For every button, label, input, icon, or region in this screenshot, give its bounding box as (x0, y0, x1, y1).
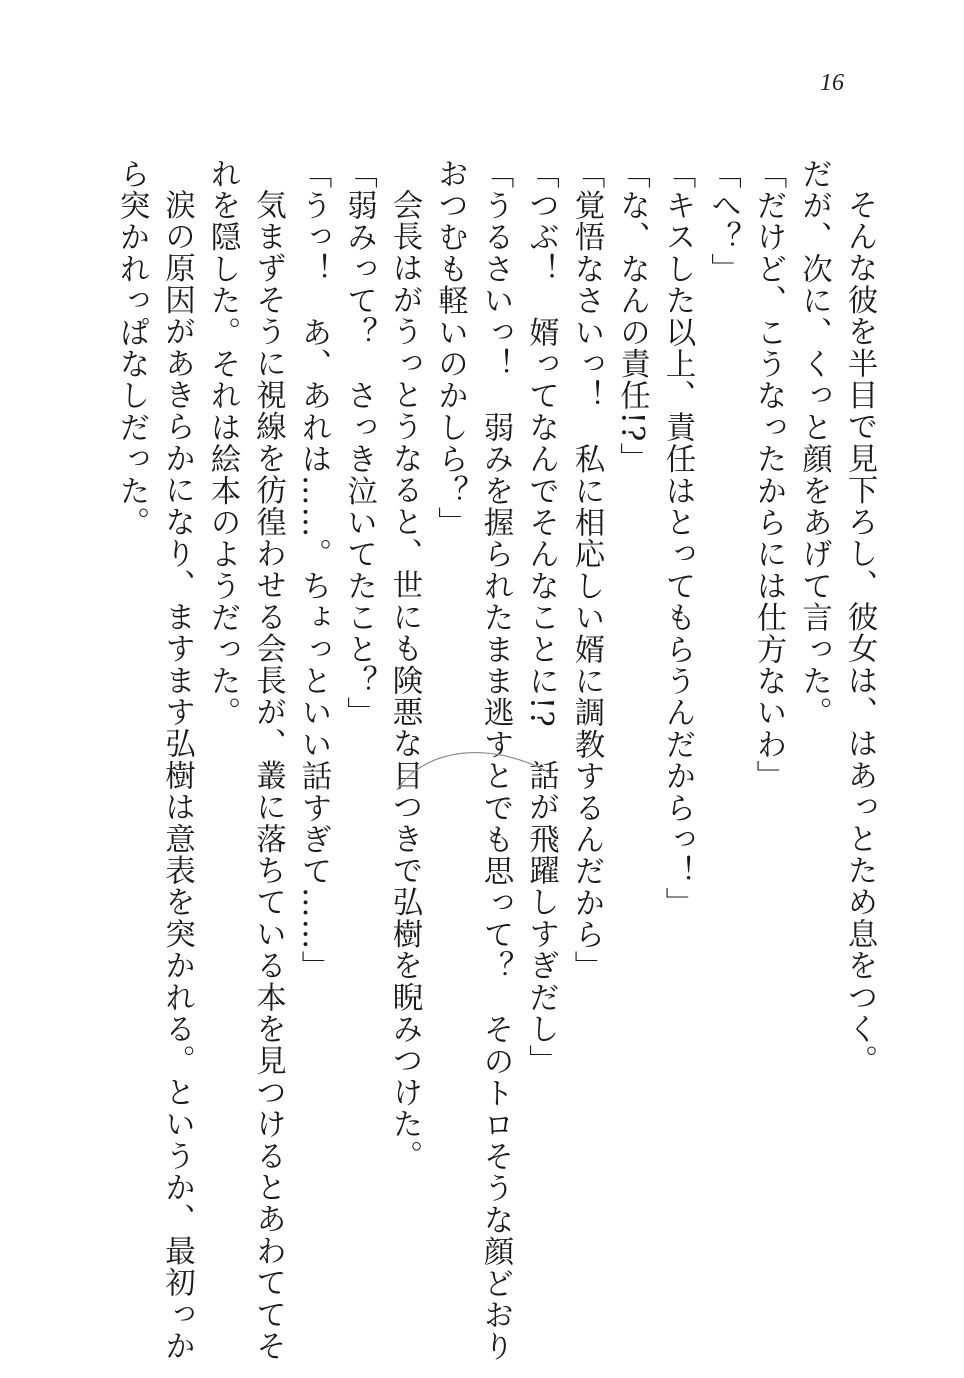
text-line: おつむも軽いのかしら？」 (432, 158, 468, 539)
text-line: そんな彼を半目で見下ろし、彼女は、はあっとため息をつく。 (842, 188, 877, 1077)
vertical-text-body (114, 158, 882, 1363)
text-line: 「うっ！ あ、あれは……。ちょっといい話すぎて……」 (296, 158, 331, 983)
text-line: 涙の原因があきらかになり、ますます弘樹は意表を突かれる。というか、最初っか (159, 188, 195, 1362)
text-line: 「うるさいっ！ 弱みを握られたまま逃すとでも思って？ そのトロそうな顔どおり (478, 158, 513, 1363)
pencil-stroke-mark (395, 738, 555, 798)
text-line: 「へ？」 (705, 158, 741, 285)
text-line: 「だけど、こうなったからには仕方ないわ」 (751, 158, 786, 792)
text-line: 「キスした以上、責任はとってもらうんだからっ！」 (660, 158, 695, 919)
text-line: 「弱みって？ さっき泣いてたこと？」 (341, 158, 377, 729)
text-line: 「な、なんの責任!?」 (614, 158, 650, 475)
text-line: 「覚悟なさいっ！ 私に相応しい婿に調教するんだから」 (569, 158, 604, 983)
text-line: 気まずそうに視線を彷徨わせる会長が、叢に落ちている本を見つけるとあわててそ (250, 188, 286, 1362)
text-line: 「つぶ！ 婿ってなんでそんなことに!? 話が飛躍しすぎだし」 (523, 158, 559, 1077)
text-line: ら突かれっぱなしだった。 (114, 158, 149, 539)
text-line: れを隠した。それは絵本のようだった。 (205, 158, 240, 729)
text-line: だが、次に、くっと顔をあげて言った。 (796, 158, 832, 729)
page-number: 16 (820, 70, 844, 96)
text-line: 会長はがうっとうなると、世にも険悪な目つきで弘樹を睨みつけた。 (387, 188, 422, 1172)
